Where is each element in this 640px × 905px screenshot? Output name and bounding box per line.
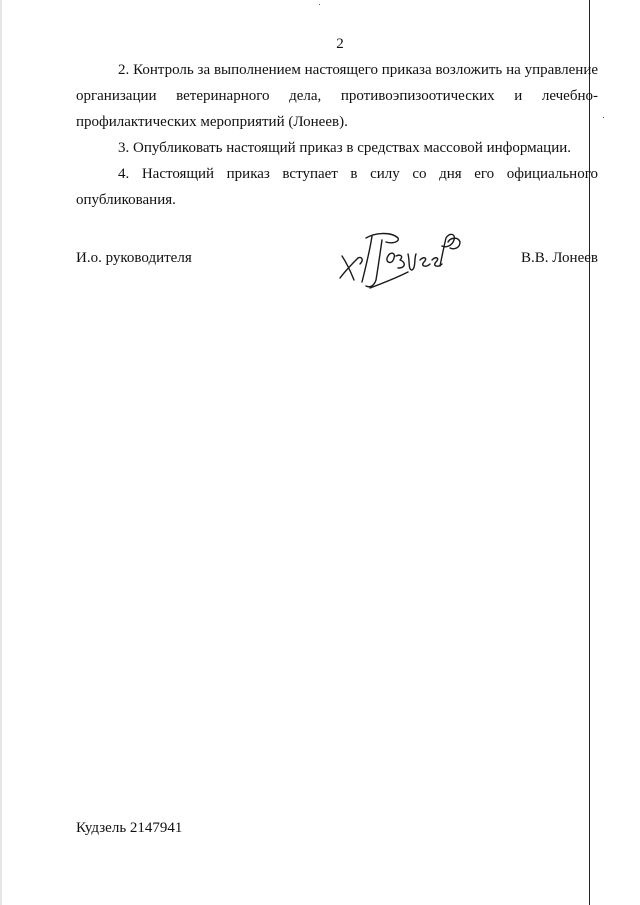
scan-speck — [319, 4, 320, 5]
page-number: 2 — [336, 36, 344, 52]
executor-contact: Кудзель 2147941 — [76, 820, 183, 836]
handwritten-signature — [336, 226, 462, 292]
signer-position-title: И.о. руководителя — [76, 250, 192, 266]
paragraph-4: 4. Настоящий приказ вступает в силу со дня его официального опубликования. — [76, 166, 598, 208]
paragraph-3: 3. Опубликовать настоящий приказ в средствах массовой информации. — [118, 140, 572, 156]
scan-edge-left — [0, 0, 2, 905]
signer-name: В.В. Лонеев — [521, 250, 598, 266]
scan-speck — [603, 117, 604, 118]
paragraph-2: 2. Контроль за выполнением настоящего приказа возложить на управление организации ветеринарного дела, противоэпизоотических и лечебно-профилактических мероприятий (Лонеев). — [76, 62, 598, 130]
